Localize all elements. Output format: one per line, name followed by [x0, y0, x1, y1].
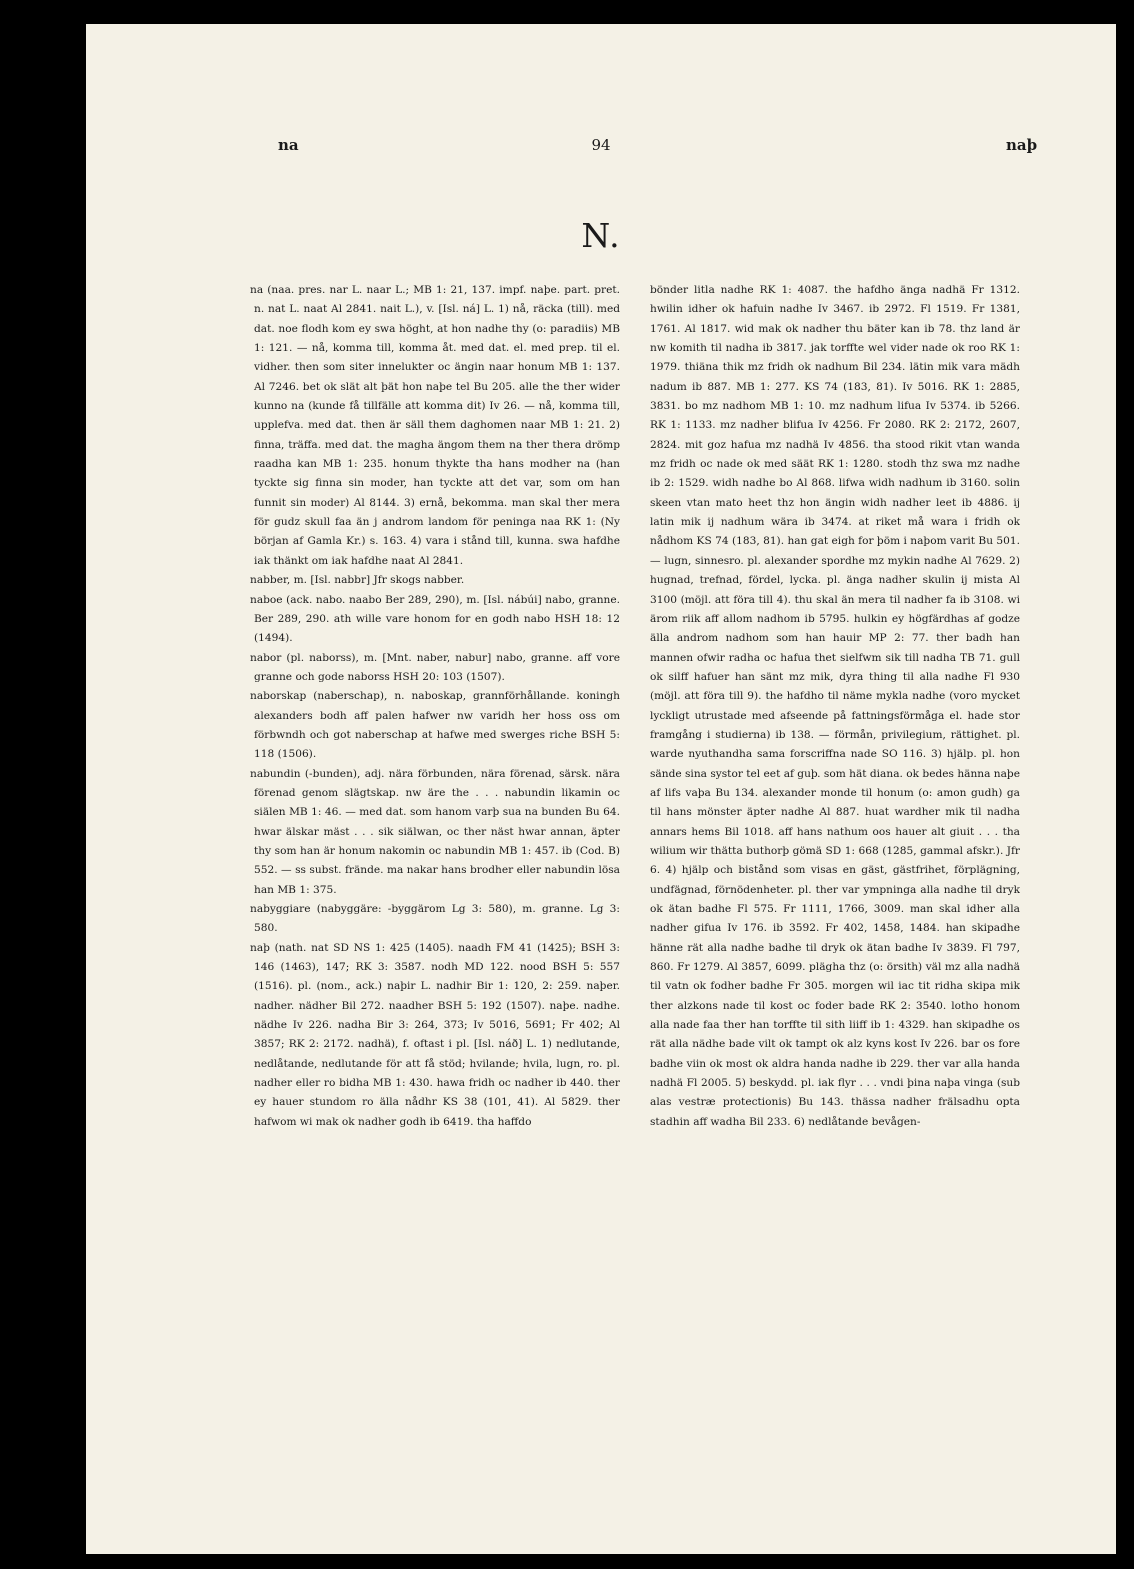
entry-naborskap: naborskap (naberschap), n. naboskap, grannförhållande. koningh alexanders bodh aff palen hafwer nw varidh her hoss oss om förbwndh och got naberschap at hafwe med swerges riche BSH 5: 118 (1506).	[250, 690, 620, 761]
entry-nabyggiare: nabyggiare (nabyggäre: -byggärom Lg 3: 580), m. granne. Lg 3: 580.	[250, 903, 620, 935]
page-number: 94	[591, 136, 611, 154]
entry-nabber: nabber, m. [Isl. nabbr] Jfr skogs nabber.	[250, 574, 465, 587]
entry-na: na (naa. pres. nar L. naar L.; MB 1: 21, 137. impf. naþe. part. pret. n. nat L. naat Al 2841. nait L.), v. [Isl. ná] L. 1) nå, räcka (till). med dat. noe flodh kom ey swa höght, at hon nadhe thy (o: paradiis) MB 1: 121. — nå, komma till, komma åt. med dat. el. med prep. til el. vidher. then som siter innelukter oc ängin naar honum MB 1: 137. Al 7246. bet ok slät alt þät hon naþe tel Bu 205. alle the ther wider kunno na (kunde få tillfälle att komma dit) Iv 26. — nå, komma till, upplefva. med dat. then är säll them daghomen naar MB 1: 21. 2) finna, träffa. med dat. the magha ängom them na ther thera drömp raadha kan MB 1: 235. honum thykte tha hans modher na (han tyckte sig finna sin moder, han tyckte att det var, som om han funnit sin moder) Al 8144. 3) ernå, bekomma. man skal ther mera för gudz skull faa än j androm landom för peninga naa RK 1: (Ny början af Gamla Kr.) s. 163. 4) vara i stånd till, kunna. swa hafdhe iak thänkt om iak hafdhe naat Al 2841.	[250, 284, 620, 567]
dictionary-page	[86, 24, 1116, 1554]
right-column	[650, 281, 1020, 1371]
entry-naboe: naboe (ack. nabo. naabo Ber 289, 290), m. [Isl. nábúi] nabo, granne. Ber 289, 290. ath wille vare honom for en godh nabo HSH 18: 12 (1494).	[250, 593, 620, 645]
running-head-left: na	[278, 136, 299, 154]
left-column	[250, 281, 620, 1371]
running-head-right: naþ	[1006, 136, 1038, 154]
entry-nath-continued: bönder litla nadhe RK 1: 4087. the hafdho änga nadhä Fr 1312. hwilin idher ok hafuin nadhe Iv 3467. ib 2972. Fl 1519. Fr 1381, 1761. Al 1817. wid mak ok nadher thu bäter kan ib 78. thz land är nw komith til nadha ib 3817. jak torffte wel vider nade ok roo RK 1: 1979. thiäna thik mz fridh ok nadhum Bil 234. lätin mik vara mädh nadum ib 887. MB 1: 277. KS 74 (183, 81). Iv 5016. RK 1: 2885, 3831. bo mz nadhom MB 1: 10. mz nadhum lifua Iv 5374. ib 5266. RK 1: 1133. mz nadher blifua Iv 4256. Fr 2080. RK 2: 2172, 2607, 2824. mit goz hafua mz nadhä Iv 4856. tha stood rikit vtan wanda mz fridh oc nade ok med säät RK 1: 1280. stodh thz swa mz nadhe ib 2: 1529. widh nadhe bo Al 868. lifwa widh nadhum ib 3160. solin skeen vtan mato heet thz hon ängin widh nadher leet ib 4886. ij latin mik ij nadhum wära ib 3474. at riket må wara i fridh ok nådhom KS 74 (183, 81). han gat eigh for þöm i naþom varit Bu 501. — lugn, sinnesro. pl. alexander spordhe mz mykin nadhe Al 7629. 2) hugnad, trefnad, fördel, lycka. pl. änga nadher skulin ij mista Al 3100 (möjl. att föra till 4). thu skal än mera til nadher fa ib 3108. wi ärom riik aff allom nadhom ib 5795. hulkin ey högfärdhas af godze älla androm nadhom som han hauir MP 2: 77. ther badh han mannen ofwir radha oc hafua thet sielfwm sik till nadha TB 71. gull ok silff hafuer han sänt mz mik, dyra thing til alla nadhe Fl 930 (möjl. att föra till 9). the hafdho til näme mykla nadhe (voro mycket lyckligt utrustade med afseende på fattningsförmåga el. hade stor framgång i studierna) ib 138. — förmån, privilegium, rättighet. pl. warde nyuthandha sama forscriffna nade SO 116. 3) hjälp. pl. hon sände sina systor tel eet af guþ. som hät diana. ok bedes hänna naþe af lifs vaþa Bu 134. alexander monde til honum (o: amon gudh) ga til hans mönster äpter nadhe Al 887. huat wardher mik til nadha annars hems Bil 1018. aff hans nathum oos hauer alt giuit . . . tha wilium wir thätta buthorþ gömä SD 1: 668 (1285, gammal afskr.). Jfr 6. 4) hjälp och bistånd som visas en gäst, gästfrihet, förplägning, undfägnad, förnödenheter. pl. ther var ympninga alla nadhe til dryk ok ätan badhe Fl 575. Fr 1111, 1766, 3009. man skal idher alla nadher gifua Iv 176. ib 3592. Fr 402, 1458, 1484. han skipadhe hänne rät alla nadhe badhe til dryk ok ätan badhe Iv 3839. Fl 797, 860. Fr 1279. Al 3857, 6099. plägha thz (o: örsith) väl mz alla nadhä til vatn ok fodher badhe Fr 305. morgen wil iac tit ridha skipa mik ther alzkons nade til kost oc foder bade RK 2: 3540. lotho honom alla nade faa ther han torffte til sith liiff ib 1: 4329. han skipadhe os rät alla nädhe bade vilt ok tampt ok alz kyns kost Iv 226. bar os fore badhe viin ok most ok aldra handa nadhe ib 229. ther var alla handa nadhä Fl 2005. 5) beskydd. pl. iak flyr . . . vndi þina naþa vinga (sub alas vestræ protectionis) Bu 143. thässa nadher frälsadhu opta stadhin aff wadha Bil 233. 6) nedlåtande bevågen-	[650, 284, 1020, 1128]
entry-nabundin: nabundin (-bunden), adj. nära förbunden, nära förenad, särsk. nära förenad genom slägtskap. nw äre the . . . nabundin likamin oc siälen MB 1: 46. — med dat. som hanom varþ sua na bunden Bu 64. hwar älskar mäst . . . sik siälwan, oc ther näst hwar annan, äpter thy som han är honum nakomin oc nabundin MB 1: 457. ib (Cod. B) 552. — ss subst. frände. ma nakar hans brodher eller nabundin lösa han MB 1: 375.	[250, 767, 620, 896]
section-letter: N.	[581, 216, 621, 255]
entry-nabor: nabor (pl. naborss), m. [Mnt. naber, nabur] nabo, granne. aff vore granne och gode naborss HSH 20: 103 (1507).	[250, 651, 620, 683]
entry-nath: naþ (nath. nat SD NS 1: 425 (1405). naadh FM 41 (1425); BSH 3: 146 (1463), 147; RK 3: 3587. nodh MD 122. nood BSH 5: 557 (1516). pl. (nom., ack.) naþir L. nadhir Bir 1: 120, 2: 259. naþer. nadher. nädher Bil 272. naadher BSH 5: 192 (1507). naþe. nadhe. nädhe Iv 226. nadha Bir 3: 264, 373; Iv 5016, 5691; Fr 402; Al 3857; RK 2: 2172. nadhä), f. oftast i pl. [Isl. náð] L. 1) nedlutande, nedlåtande, nedlutande för att få stöd; hvilande; hvila, lugn, ro. pl. nadher eller ro bidha MB 1: 430. hawa fridh oc nadher ib 440. ther ey hauer stundom ro älla nådhr KS 38 (101, 41). Al 5829. ther hafwom wi mak ok nadher godh ib 6419. tha haffdo	[250, 941, 620, 1128]
